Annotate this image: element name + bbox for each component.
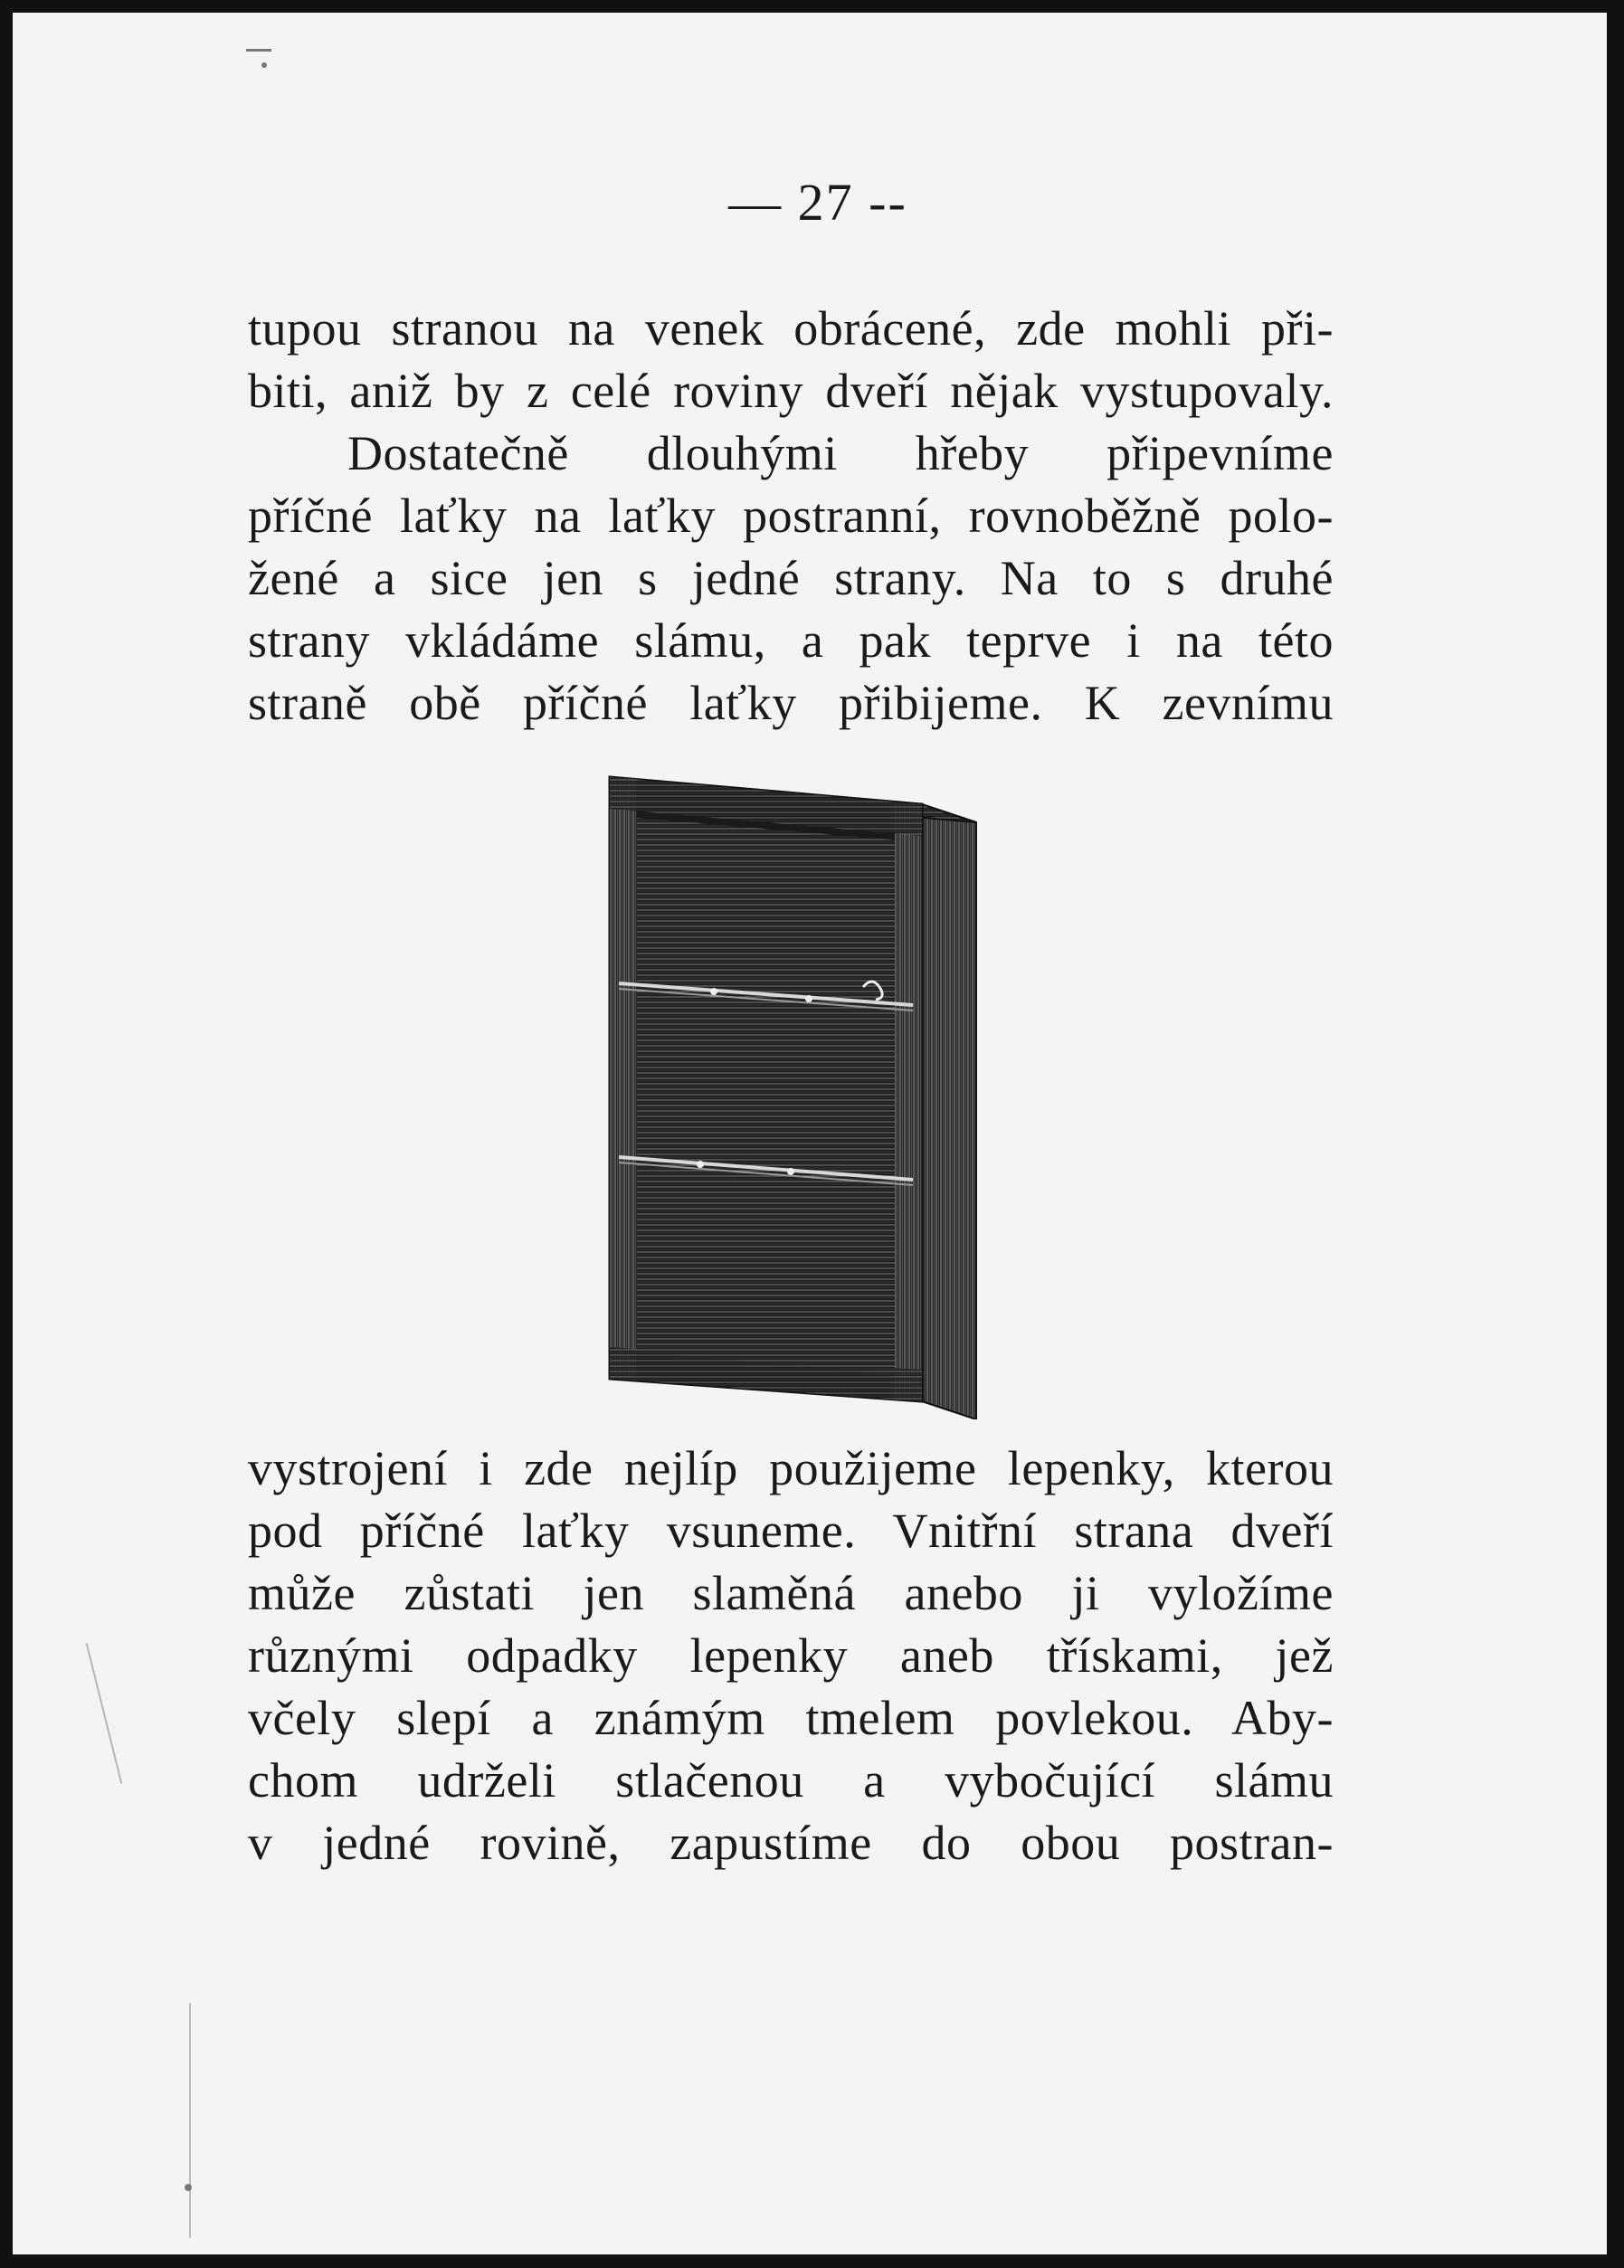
scan-streak [189,2003,191,2238]
page-number: — 27 -- [728,173,907,232]
text-line: vystrojení i zde nejlíp použijeme lepenky, kterou [248,1441,1334,1495]
straw-door-illustration [601,768,981,1419]
text-line: různými odpadky lepenky aneb třískami, jež [248,1628,1334,1683]
text-line: tupou stranou na venek obrácené, zde mohli při- [248,301,1334,356]
scan-speck [185,2184,192,2191]
scan-border [0,0,13,2268]
text-line: v jedné rovině, zapustíme do obou postran- [248,1816,1334,1870]
text-line: příčné laťky na laťky postranní, rovnoběžně polo- [248,489,1334,543]
paragraph-bottom [248,1438,1334,1874]
book-page [13,13,1607,2254]
text-line: pod příčné laťky vsuneme. Vnitřní strana dveří [248,1504,1334,1558]
text-line: straně obě příčné laťky přibijeme. K zevnímu [248,676,1334,730]
scan-streak [86,1643,123,1784]
text-line: chom udrželi stlačenou a vybočující slámu [248,1753,1334,1808]
scan-speck [246,49,271,52]
text-line: strany vkládáme slámu, a pak teprve i na této [248,613,1334,668]
paragraph-top [248,298,1334,735]
scan-speck [261,62,267,68]
text-line: žené a sice jen s jedné strany. Na to s druhé [248,551,1334,605]
text-line: Dostatečně dlouhými hřeby připevníme [347,426,1334,480]
text-line: včely slepí a známým tmelem povlekou. Aby- [248,1691,1334,1745]
text-line: může zůstati jen slaměná anebo ji vyložíme [248,1566,1334,1620]
text-line: biti, aniž by z celé roviny dveří nějak vystupovaly. [248,364,1334,418]
